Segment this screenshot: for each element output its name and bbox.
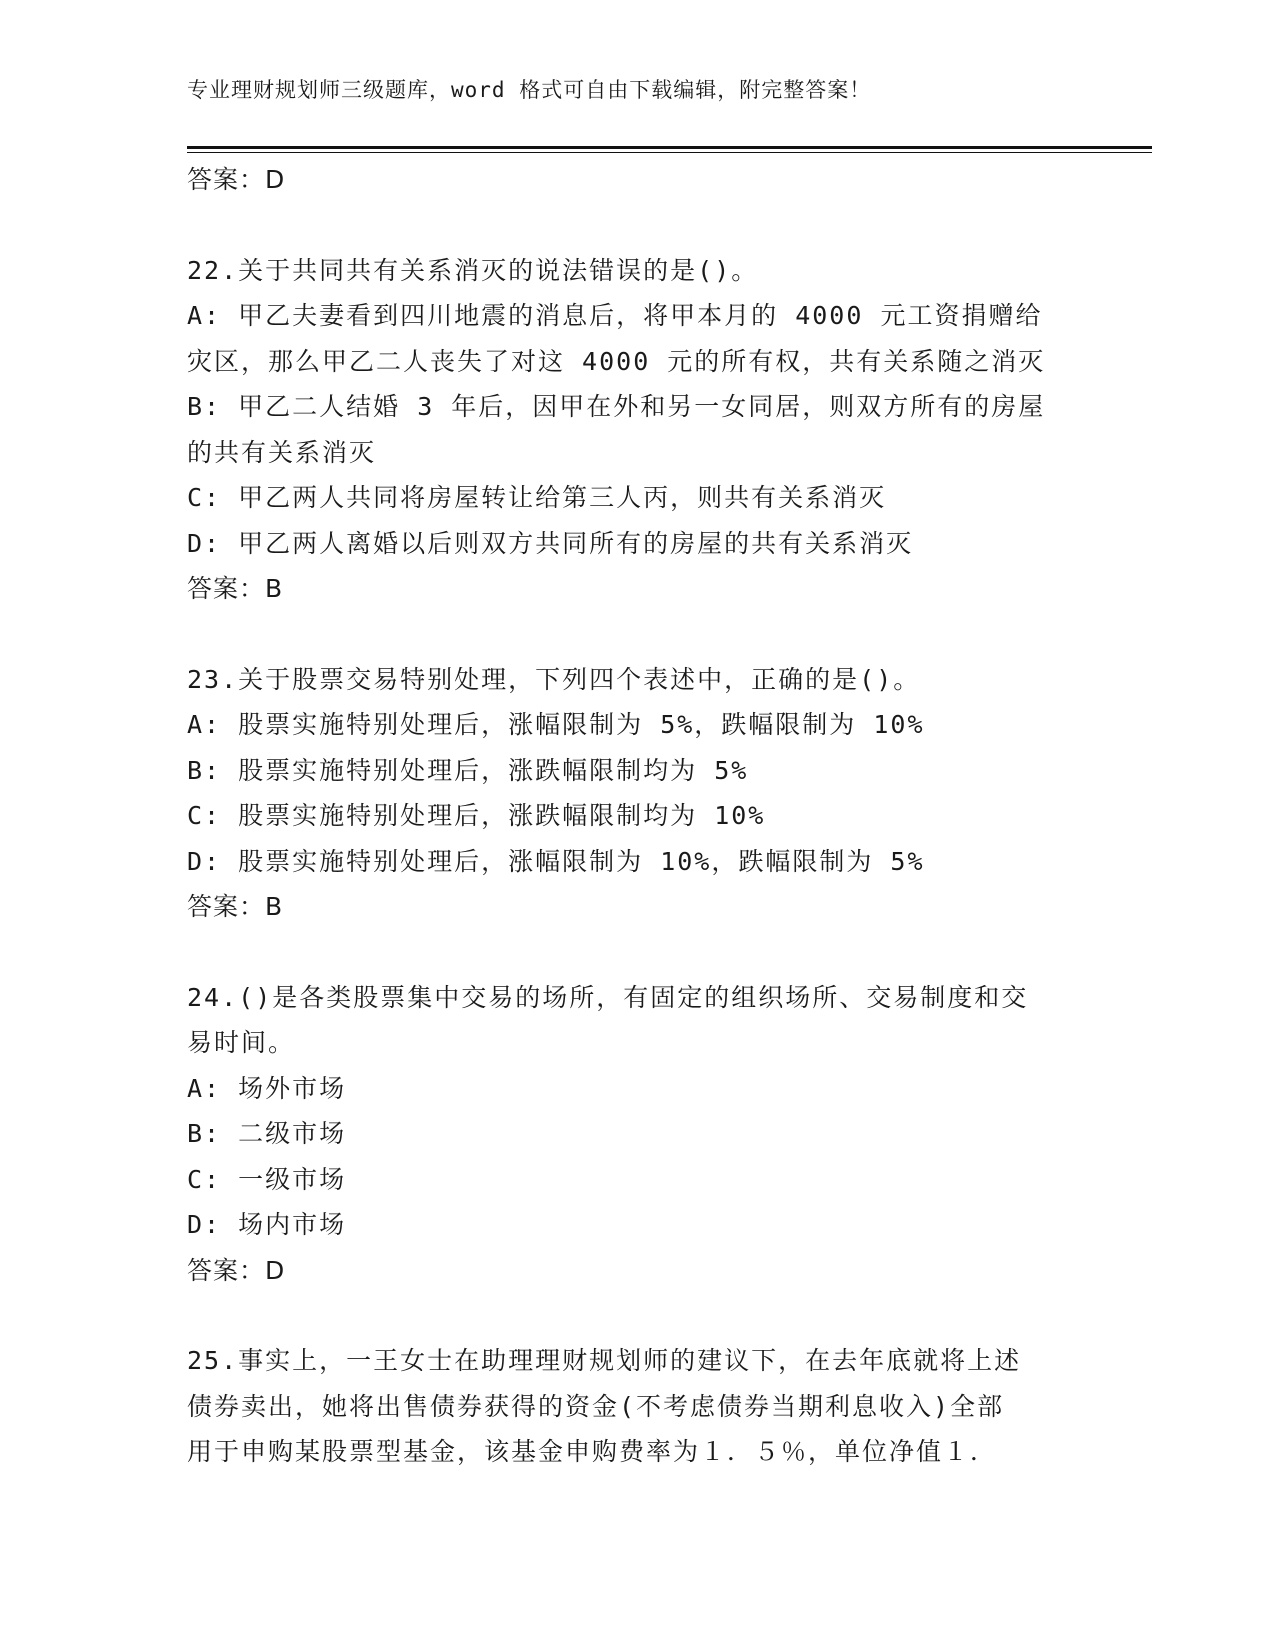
text-line: D: 甲乙两人离婚以后则双方共同所有的房屋的共有关系消灭 [187,528,914,558]
text-line: 易时间。 [187,1028,296,1057]
text-line: C: 股票实施特别处理后，涨跌幅限制均为 10% [187,801,766,830]
text-line: A: 场外市场 [187,1073,347,1103]
block-spacer [187,930,1087,975]
text-line: B: 甲乙二人结婚 3 年后，因甲在外和另一女同居，则双方所有的房屋 [187,392,1046,421]
answer-line: 答案：D [187,165,286,194]
text-line: 25.事实上，一王女士在助理理财规划师的建议下，在去年底就将上述 [187,1346,1022,1375]
text-line: B: 二级市场 [187,1119,347,1148]
block-spacer [187,1293,1087,1338]
text-line: B: 股票实施特别处理后，涨跌幅限制均为 5% [187,755,749,785]
answer-line: 答案：B [187,574,284,603]
text-line: 的共有关系消灭 [187,437,377,467]
text-line: 22.关于共同共有关系消灭的说法错误的是()。 [187,255,759,285]
document-body [187,157,1087,1475]
header-rule-thin [187,152,1152,153]
text-line: A: 甲乙夫妻看到四川地震的消息后，将甲本月的 4000 元工资捐赠给 [187,301,1043,330]
page-header: 专业理财规划师三级题库，word 格式可自由下载编辑，附完整答案！ [187,78,872,102]
header-rule-thick [187,146,1152,149]
text-line: D: 场内市场 [187,1210,347,1239]
text-line: 用于申购某股票型基金，该基金申购费率为１．５％，单位净值１． [187,1437,998,1466]
text-line: 债券卖出，她将出售债券获得的资金(不考虑债券当期利息收入)全部 [187,1391,1005,1421]
text-line: 24.()是各类股票集中交易的场所，有固定的组织场所、交易制度和交 [187,982,1029,1012]
block-spacer [187,203,1087,248]
answer-line: 答案：B [187,892,284,921]
text-line: 灾区，那么甲乙二人丧失了对这 4000 元的所有权，共有关系随之消灭 [187,346,1046,376]
text-line: C: 一级市场 [187,1164,347,1194]
text-line: C: 甲乙两人共同将房屋转让给第三人丙，则共有关系消灭 [187,483,887,512]
block-spacer [187,612,1087,657]
answer-line: 答案：D [187,1255,286,1285]
text-line: D: 股票实施特别处理后，涨幅限制为 10%，跌幅限制为 5% [187,846,925,876]
text-line: A: 股票实施特别处理后，涨幅限制为 5%，跌幅限制为 10% [187,710,925,739]
text-line: 23.关于股票交易特别处理，下列四个表述中，正确的是()。 [187,664,921,694]
